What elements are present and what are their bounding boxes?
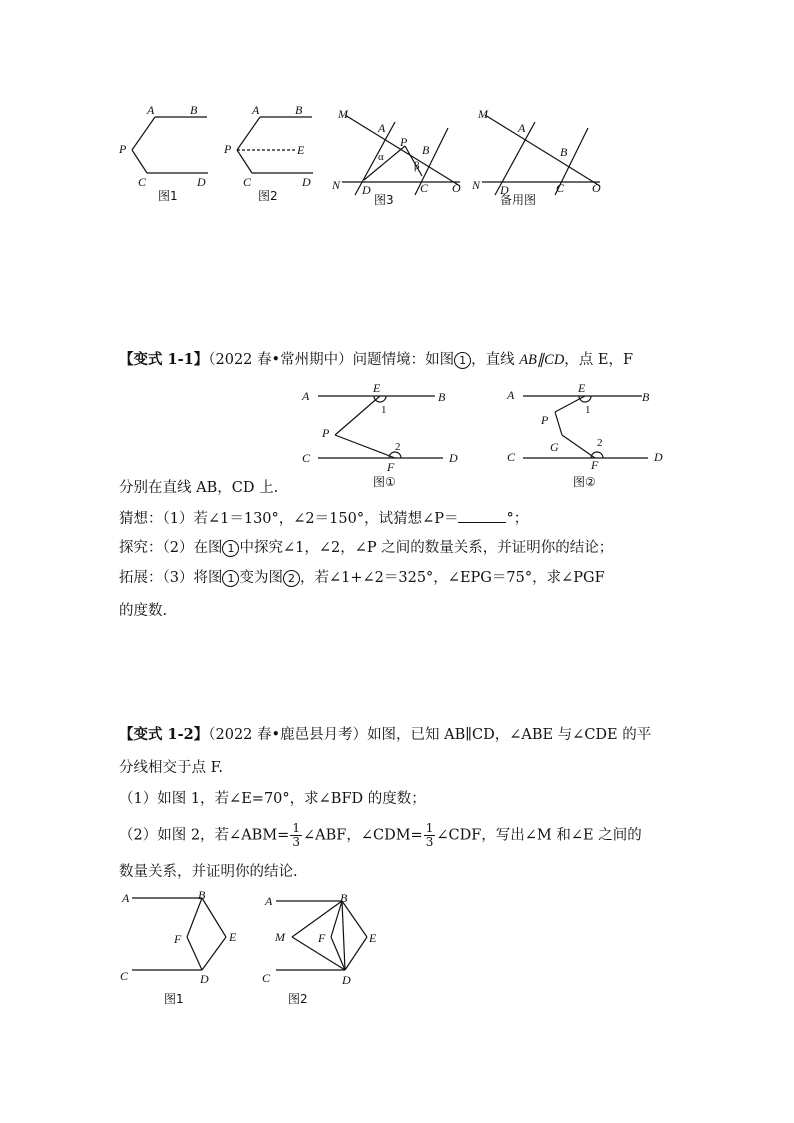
fig2-caption: 图2 — [258, 189, 278, 203]
figB-label-p: P — [541, 413, 549, 427]
fig3-label-o: O — [452, 181, 461, 195]
figB-label-1: 1 — [585, 404, 591, 416]
top-figure-2 — [215, 95, 325, 210]
fig4-caption: 备用图 — [500, 193, 537, 207]
fig4-label-d: D — [500, 183, 509, 197]
variant-1-1-q3-line-2: 的度数. — [119, 603, 168, 619]
fig2-label-d: D — [302, 175, 311, 189]
fig3-label-a: A — [378, 121, 386, 135]
v2-fig2-label-a: A — [265, 894, 273, 908]
v2-fig2-label-d: D — [342, 973, 351, 987]
variant-1-1-intro: 问题情境：如图 — [352, 352, 455, 368]
fig1-label-b: B — [190, 103, 198, 117]
fraction-one-third: $\frac{1}{3}$ — [292, 821, 300, 849]
variant-1-1-intro-end: ，点 E，F — [564, 352, 634, 368]
figB-label-2: 2 — [597, 437, 603, 449]
figA-label-c: C — [302, 451, 311, 465]
variant-1-1-source: （2022 春•常州期中） — [208, 352, 353, 368]
variant-1-1-q3-text-c: ，若∠1+∠2＝325°，∠EPG＝75°，求∠PGF — [299, 570, 605, 586]
figA-label-a: A — [302, 389, 310, 403]
variant-1-1-figure-2 — [505, 380, 680, 490]
v2-fig1-label-e: E — [229, 930, 237, 944]
fig1-label-c: C — [138, 175, 147, 189]
fig3-label-n: N — [332, 178, 341, 192]
v2-fig2-label-c: C — [262, 971, 271, 985]
variant-1-1-line-2: 分别在直线 AB，CD 上. — [119, 480, 279, 496]
variant-1-2-q2-text-c: ∠CDF，写出∠M 和∠E 之间的 — [436, 827, 642, 844]
figB-caption: 图② — [573, 475, 596, 489]
fig2-label-b: B — [295, 103, 303, 117]
figB-label-f: F — [591, 458, 599, 472]
fig4-label-c: C — [556, 181, 565, 195]
variant-1-1-intro-mid: ，直线 — [471, 352, 520, 368]
variant-1-1-q3-text-a: 拓展：（3）将图 — [119, 570, 223, 586]
figure-1-circled-number: 1 — [222, 570, 239, 587]
fig3-label-m: M — [338, 107, 348, 121]
figB-label-b: B — [642, 390, 650, 404]
v2-fig2-label-e: E — [369, 931, 377, 945]
figA-label-b: B — [438, 390, 446, 404]
variant-1-1-q2-text-a: 探究：（2）在图 — [119, 540, 223, 556]
fig4-label-a: A — [518, 121, 526, 135]
figA-label-f: F — [387, 460, 395, 474]
fig3-label-beta: β — [414, 160, 420, 172]
figB-label-e: E — [578, 381, 586, 395]
v2-fig1-label-a: A — [122, 891, 130, 905]
v2-fig2-label-f: F — [318, 931, 326, 945]
variant-1-2-q2-text-b: ∠ABF，∠CDM= — [302, 827, 423, 844]
variant-1-2-heading: 【变式 1-2】 — [119, 726, 209, 743]
variant-1-2-q2-text-a: （2）如图 2，若∠ABM= — [119, 827, 290, 844]
variant-1-2-line-2: 分线相交于点 F. — [119, 760, 224, 776]
figA-label-2: 2 — [395, 441, 401, 453]
figB-label-d: D — [654, 450, 663, 464]
figure-1-circled-number: 1 — [222, 540, 239, 557]
variant-1-1-figure-1 — [300, 380, 480, 490]
fig2-label-c: C — [243, 175, 252, 189]
variant-1-1-q3-text-b: 变为图 — [239, 570, 283, 586]
fig3-label-p: P — [400, 135, 408, 149]
fig3-label-alpha: α — [378, 151, 384, 163]
figA-label-1: 1 — [381, 404, 387, 416]
variant-1-2-q1: （1）如图 1，若∠E=70°，求∠BFD 的度数； — [119, 791, 426, 807]
variant-1-1-q3 — [119, 568, 605, 588]
v2-fig1-label-d: D — [200, 972, 209, 986]
figA-label-d: D — [449, 451, 458, 465]
figA-label-p: P — [322, 426, 330, 440]
figB-label-c: C — [507, 450, 516, 464]
v2-fig2-caption: 图2 — [288, 992, 308, 1006]
fig3-label-c: C — [420, 181, 429, 195]
variant-1-1-q2 — [119, 538, 613, 558]
figB-label-g: G — [550, 440, 559, 454]
variant-1-1-q2-text-b: 中探究∠1，∠2，∠P 之间的数量关系，并证明你的结论； — [239, 540, 614, 556]
v2-fig1-label-b: B — [198, 888, 206, 902]
figB-label-a: A — [507, 388, 515, 402]
fig1-label-p: P — [119, 142, 127, 156]
fig1-caption: 图1 — [158, 189, 178, 203]
top-figure-1 — [110, 95, 220, 210]
variant-1-2-intro-line — [119, 725, 651, 745]
figA-label-e: E — [373, 381, 381, 395]
fraction-one-third: $\frac{1}{3}$ — [425, 821, 434, 849]
answer-blank[interactable] — [458, 508, 506, 523]
figA-caption: 图① — [373, 475, 396, 489]
fig3-label-d: D — [362, 183, 371, 197]
fig4-label-n: N — [472, 178, 481, 192]
v2-fig2-label-b: B — [340, 891, 348, 905]
fig4-label-m: M — [478, 107, 488, 121]
variant-1-1-q1-text: 猜想：（1）若∠1＝130°，∠2＝150°，试猜想∠P＝ — [119, 511, 459, 527]
variant-1-2-source: （2022 春•鹿邑县月考） — [208, 727, 368, 743]
fig4-label-o: O — [592, 181, 601, 195]
fig4-label-b: B — [560, 145, 568, 159]
fig1-label-a: A — [147, 103, 155, 117]
v2-fig2-label-m: M — [275, 930, 285, 944]
top-figure-4 — [470, 100, 615, 210]
fig3-caption: 图3 — [374, 193, 394, 207]
v2-fig1-label-c: C — [120, 969, 129, 983]
variant-1-2-q2-line-2: 数量关系，并证明你的结论. — [119, 864, 298, 880]
variant-1-2-q2 — [119, 822, 642, 849]
variant-1-1-parallel: AB∥CD — [519, 352, 565, 368]
variant-1-1-q1-unit: °； — [506, 511, 529, 527]
figure-1-circled-number: 1 — [454, 352, 471, 369]
v2-fig1-caption: 图1 — [164, 992, 184, 1006]
fig2-label-e: E — [297, 143, 305, 157]
variant-1-2-intro: 如图，已知 AB∥CD，∠ABE 与∠CDE 的平 — [367, 727, 652, 743]
fig2-label-p: P — [224, 142, 232, 156]
v2-fig1-label-f: F — [174, 932, 182, 946]
variant-1-1-heading: 【变式 1-1】 — [119, 351, 209, 368]
variant-1-1-q1 — [119, 508, 528, 529]
top-figure-3 — [330, 100, 475, 210]
fig2-label-a: A — [252, 103, 260, 117]
fig1-label-d: D — [197, 175, 206, 189]
variant-1-2-figure-2 — [258, 885, 398, 1010]
figure-2-circled-number: 2 — [283, 570, 300, 587]
variant-1-1-intro-line — [119, 350, 633, 370]
variant-1-2-figure-1 — [118, 885, 258, 1010]
fig3-label-b: B — [422, 143, 430, 157]
